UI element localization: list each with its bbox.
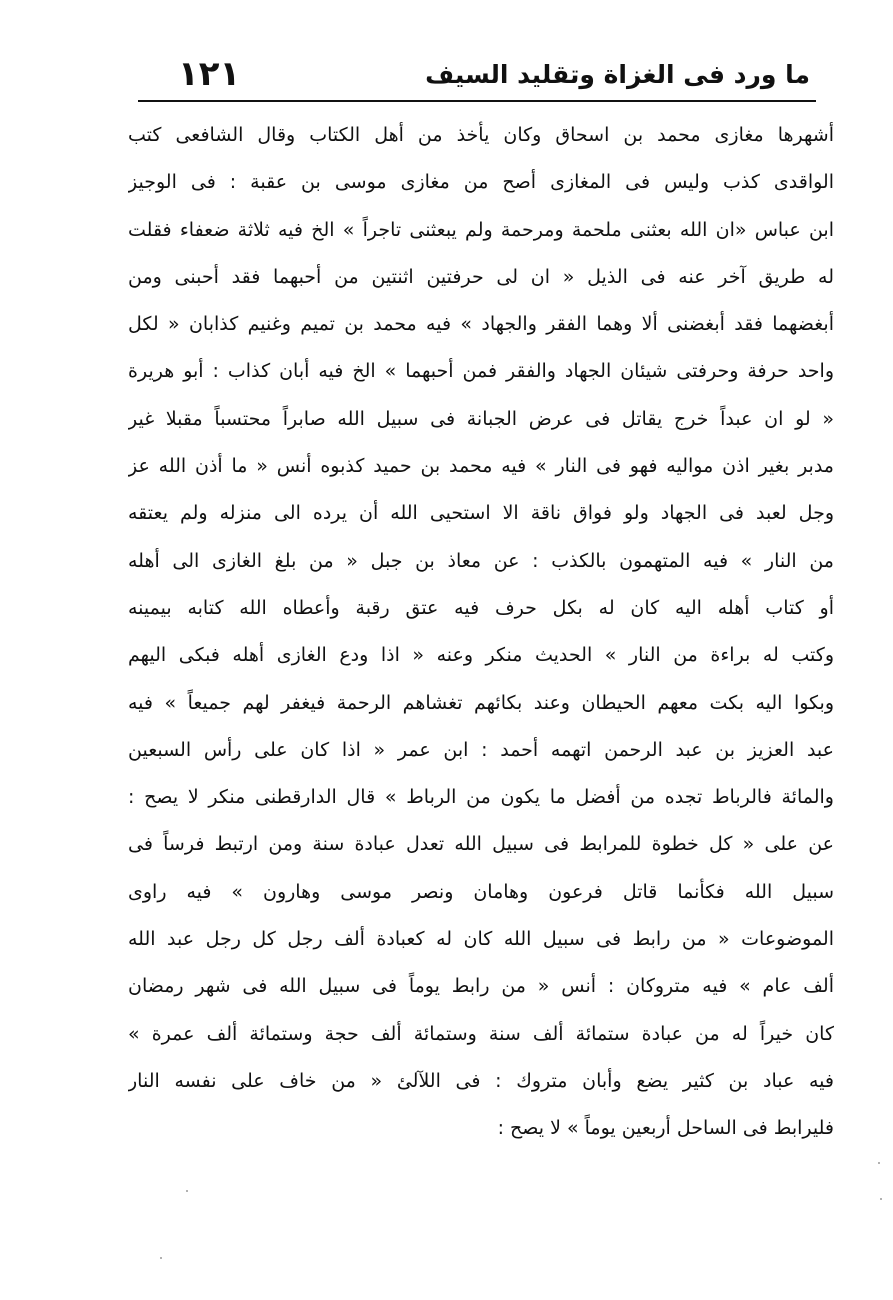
page-header	[138, 52, 818, 104]
text-line: أو كتاب أهله اليه كان له بكل حرف فيه عتق رقبة وأعطاه الله كتابه بيمينه	[128, 596, 834, 619]
text-line: وبكوا اليه بكت معهم الحيطان وعند بكائهم تغشاهم الرحمة فيغفر لهم جميعاً » فيه	[128, 691, 834, 714]
text-line: عن على « كل خطوة للمرابط فى سبيل الله تعدل عبادة سنة ومن ارتبط فرساً فى	[128, 833, 834, 856]
running-title: ما ورد فى الغزاة وتقليد السيف	[425, 60, 810, 89]
text-line: ابن عباس «ان الله بعثنى ملحمة ومرحمة ولم يبعثنى تاجراً » الخ فيه ثلاثة ضعفاء فقلت	[128, 218, 834, 241]
text-line: سبيل الله فكأنما قاتل فرعون وهامان ونصر موسى وهارون » فيه راوى	[128, 880, 834, 903]
text-line: عبد العزيز بن عبد الرحمن اتهمه أحمد : ابن عمر « اذا كان على رأس السبعين	[128, 738, 834, 761]
body-text	[128, 112, 834, 1153]
scan-speck	[880, 1198, 882, 1200]
text-line: « لو ان عبداً خرج يقاتل فى عرض الجبانة فى سبيل الله صابراً محتسباً مقبلا غير	[128, 407, 834, 430]
page-number: ١٢١	[178, 54, 241, 94]
text-line: ألف عام » فيه متروكان : أنس « من رابط يوماً فى سبيل الله فى شهر رمضان	[128, 975, 834, 998]
text-line: فيه عباد بن كثير يضع وأبان متروك : فى اللآلئ « من خاف على نفسه النار	[128, 1069, 834, 1092]
text-line: أشهرها مغازى محمد بن اسحاق وكان يأخذ من أهل الكتاب وقال الشافعى كتب	[128, 124, 834, 146]
text-line: والمائة فالرباط تجده من أفضل ما يكون من الرباط » قال الدارقطنى منكر لا يصح :	[128, 786, 834, 809]
text-line: له طريق آخر عنه فى الذيل « ان لى حرفتين اثنتين من أحبهما فقد أحبنى ومن	[128, 265, 834, 288]
text-line: مدبر بغير اذن مواليه فهو فى النار » فيه محمد بن حميد كذبوه أنس « ما أذن الله عز	[128, 455, 834, 478]
scan-speck	[160, 1257, 162, 1259]
scan-speck	[878, 1162, 880, 1164]
text-line: من النار » فيه المتهمون بالكذب : عن معاذ بن جبل « من بلغ الغازى الى أهله	[128, 549, 834, 572]
text-line: وجل لعبد فى الجهاد ولو فواق ناقة الا استحيى الله أن يرده الى منزله ولم يعتقه	[128, 502, 834, 525]
text-line: وكتب له براءة من النار » الحديث منكر وعنه « اذا ودع الغازى أهله فبكى اليهم	[128, 644, 834, 667]
text-line: كان خيراً له من عبادة ستمائة ألف سنة وستمائة ألف حجة وستمائة ألف عمرة »	[128, 1022, 834, 1045]
text-line: الواقدى كذب وليس فى المغازى أصح من مغازى موسى بن عقبة : فى الوجيز	[128, 171, 834, 194]
scan-speck	[186, 1190, 188, 1192]
text-line: فليرابط فى الساحل أربعين يوماً » لا يصح :	[497, 1117, 834, 1140]
text-line: واحد حرفة وحرفتى شيئان الجهاد والفقر فمن أحبهما » الخ فيه أبان كذاب : أبو هريرة	[128, 360, 834, 383]
header-rule	[138, 100, 816, 102]
text-line: الموضوعات « من رابط فى سبيل الله كان له كعبادة ألف رجل كل رجل عبد الله	[128, 928, 834, 951]
text-line: أبغضهما فقد أبغضنى ألا وهما الفقر والجهاد » فيه محمد بن تميم وغنيم كذابان « لكل	[128, 313, 834, 336]
